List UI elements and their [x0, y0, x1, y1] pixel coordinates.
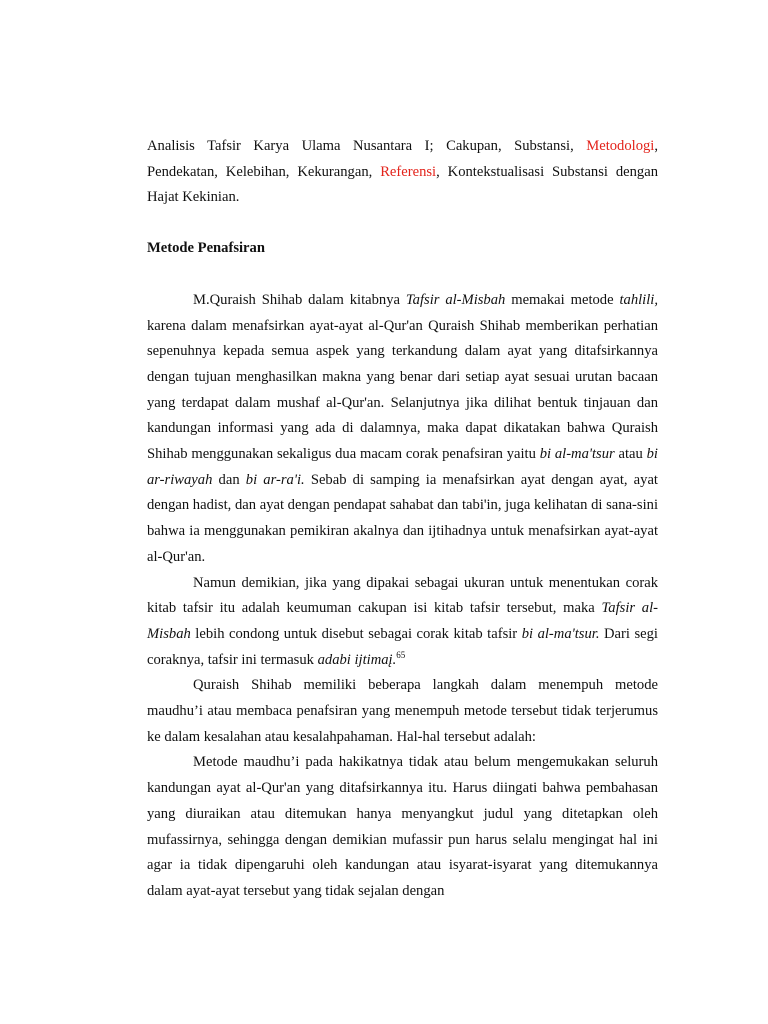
- paragraph-1: [147, 288, 658, 571]
- spacer: [147, 262, 658, 288]
- p1-italic: tahlili,: [619, 291, 658, 308]
- header-text-2: , Pendekatan, Kelebihan, Kekurangan,: [147, 138, 658, 180]
- header-paragraph: [147, 134, 658, 211]
- spacer: [147, 211, 658, 236]
- referensi-link[interactable]: Referensi: [380, 163, 437, 180]
- p1-text: karena dalam menafsirkan ayat-ayat al-Qur'an Quraish Shihab memberikan perhatian sepenuhnya kepada semua aspek yang terkandung dalam ayat yang ditafsirkannya dengan tujuan menghasilkan makna yang benar dari setiap ayat sesuai urutan bacaan yang terdapat dalam mushaf al-Qur'an. Selanjutnya jika dilihat bentuk tinjauan dan kandungan informasi yang ada di dalamnya, maka dapat dikatakan bahwa Quraish Shihab menggunakan sekaligus dua macam corak penafsiran yaitu: [147, 317, 658, 463]
- p1-text: atau: [614, 446, 647, 463]
- document-body: [147, 134, 658, 905]
- metodologi-link[interactable]: Metodologi: [586, 138, 655, 154]
- p1-italic: Tafsir al-Misbah: [405, 291, 506, 308]
- header-text-1: Analisis Tafsir Karya Ulama Nusantara I; Cakupan, Substansi,: [147, 138, 587, 154]
- p2-text: Namun demikian, jika yang dipakai sebagai ukuran untuk menentukan corak kitab tafsir itu adalah keumuman cakupan isi kitab tafsir tersebut, maka: [147, 574, 658, 617]
- section-heading: Metode Penafsiran: [147, 240, 265, 257]
- p2-italic: adabi ijtimaį.: [317, 651, 397, 668]
- paragraph-3: Quraish Shihab memiliki beberapa langkah dalam menempuh metode maudhu’i atau membaca penafsiran yang menempuh metode tersebut tidak terjerumus ke dalam kesalahan atau kesalahpahaman. Hal-hal tersebut adalah:: [147, 677, 658, 745]
- p1-text: M.Quraish Shihab dalam kitabnya: [193, 291, 406, 308]
- p2-text: lebih condong untuk disebut sebagai corak kitab tafsir: [190, 625, 522, 642]
- p2-italic: Tafsir al-Misbah: [147, 600, 658, 642]
- header-text-3: , Kontekstualisasi Substansi dengan Hajat Kekinian.: [147, 163, 658, 206]
- p1-text: Sebab di samping ia menafsirkan ayat dengan ayat, ayat dengan hadist, dan ayat dengan pendapat sahabat dan tabi'in, juga kelihatan di sana-sini bahwa ia menggunakan pemikiran akalnya dan ijtihadnya untuk menafsirkan ayat-ayat al-Qur'an.: [147, 471, 658, 565]
- p1-text: dan: [212, 471, 246, 488]
- p1-italic: bi al-ma'tsur: [539, 446, 615, 463]
- p2-italic: bi al-ma'tsur.: [521, 625, 600, 642]
- paragraph-4: Metode maudhu’i pada hakikatnya tidak atau belum mengemukakan seluruh kandungan ayat al-Qur'an yang ditafsirkannya itu. Harus diingati bahwa pembahasan yang diuraikan atau ditemukan hanya menyangkut judul yang ditetapkan oleh mufassirnya, sehingga dengan demikian mufassir pun harus selalu mengingat hal ini agar ia tidak dipengaruhi oleh kandungan atau isyarat-isyarat yang ditemukannya dalam ayat-ayat tersebut yang tidak sejalan dengan: [147, 754, 658, 899]
- p1-italic: bi ar-ra'i.: [245, 471, 305, 488]
- p2-text: Dari segi coraknya, tafsir ini termasuk: [147, 625, 658, 668]
- p1-text: memakai metode: [505, 291, 620, 308]
- paragraph-2: [147, 571, 658, 674]
- footnote-marker[interactable]: 65: [396, 649, 406, 660]
- p1-italic: bi ar-riwayah: [147, 446, 658, 488]
